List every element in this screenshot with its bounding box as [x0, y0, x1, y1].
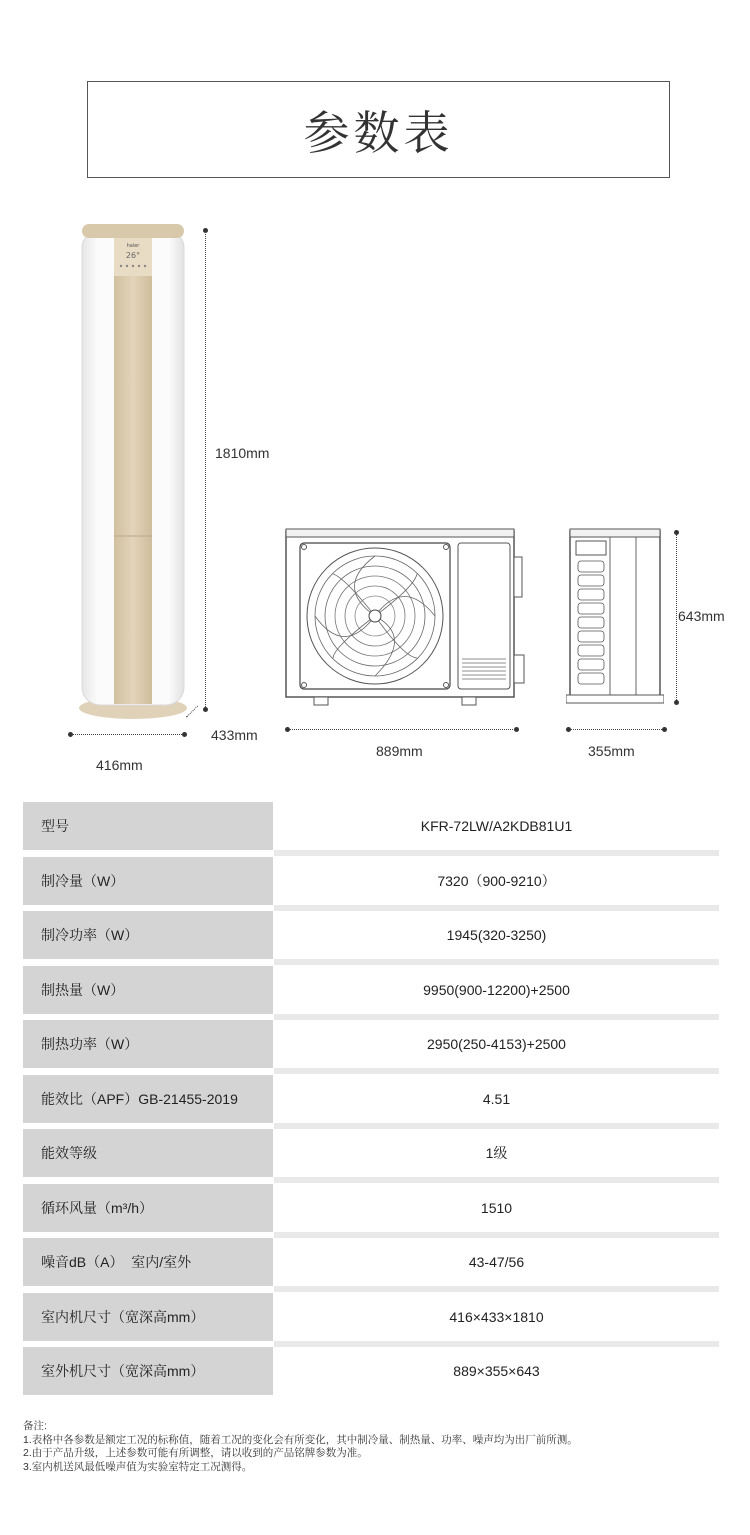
spec-row-outdoor-size: [23, 1347, 719, 1402]
page-title: 参数表: [303, 105, 454, 160]
notes-heading: 备注:: [23, 1420, 47, 1432]
outdoor-depth-label: 355mm: [588, 743, 635, 759]
spec-value: 4.51: [274, 1075, 719, 1123]
note-line: 1.表格中各参数是额定工况的标称值，随着工况的变化会有所变化，其中制冷量、制热量、功率、噪声均为出厂前所测。: [23, 1433, 578, 1446]
svg-text:haier: haier: [126, 243, 140, 249]
spec-key: 型号: [23, 802, 273, 850]
indoor-width-label: 416mm: [96, 757, 143, 773]
spec-value: 416×433×1810: [274, 1293, 719, 1341]
outdoor-height-label: 643mm: [678, 608, 725, 624]
indoor-depth-label: 433mm: [211, 727, 258, 743]
spec-row-cooling-power: [23, 911, 719, 966]
spec-key: 能效等级: [23, 1129, 273, 1177]
notes: [23, 1420, 733, 1474]
spec-row-airflow: [23, 1184, 719, 1239]
temperature-display: 26°: [125, 251, 141, 260]
indoor-unit-illustration: [76, 220, 190, 725]
spec-value: 1级: [274, 1129, 719, 1177]
page-title-box: [87, 81, 670, 178]
spec-key: 室内机尺寸（宽深高mm）: [23, 1293, 273, 1341]
outdoor-width-label: 889mm: [376, 743, 423, 759]
spec-key: 能效比（APF）GB-21455-2019: [23, 1075, 273, 1123]
spec-row-noise: [23, 1238, 719, 1293]
spec-key: 制热量（W）: [23, 966, 273, 1014]
spec-row-indoor-size: [23, 1293, 719, 1348]
spec-row-heating-capacity: [23, 966, 719, 1021]
spec-key: 噪音dB（A） 室内/室外: [23, 1238, 273, 1286]
spec-value: 2950(250-4153)+2500: [274, 1020, 719, 1068]
note-line: 3.室内机送风最低噪声值为实验室特定工况测得。: [23, 1460, 253, 1473]
spec-row-apf: [23, 1075, 719, 1130]
note-line: 2.由于产品升级，上述参数可能有所调整，请以收到的产品铭牌参数为准。: [23, 1447, 368, 1459]
spec-row-heating-power: [23, 1020, 719, 1075]
spec-value: 43-47/56: [274, 1238, 719, 1286]
spec-key: 室外机尺寸（宽深高mm）: [23, 1347, 273, 1395]
spec-key: 制冷量（W）: [23, 857, 273, 905]
spec-value: KFR-72LW/A2KDB81U1: [274, 802, 719, 850]
spec-table: [23, 802, 719, 1402]
outdoor-unit-front-illustration: [284, 527, 530, 710]
spec-value: 889×355×643: [274, 1347, 719, 1395]
spec-row-efficiency-grade: [23, 1129, 719, 1184]
spec-value: 1945(320-3250): [274, 911, 719, 959]
outdoor-unit-side-illustration: [566, 527, 664, 710]
spec-key: 制冷功率（W）: [23, 911, 273, 959]
spec-key: 制热功率（W）: [23, 1020, 273, 1068]
spec-value: 7320（900-9210）: [274, 857, 719, 905]
spec-row-cooling-capacity: [23, 857, 719, 912]
spec-value: 1510: [274, 1184, 719, 1232]
indoor-height-label: 1810mm: [215, 445, 270, 461]
spec-row-model: [23, 802, 719, 857]
spec-key: 循环风量（m³/h）: [23, 1184, 273, 1232]
spec-value: 9950(900-12200)+2500: [274, 966, 719, 1014]
